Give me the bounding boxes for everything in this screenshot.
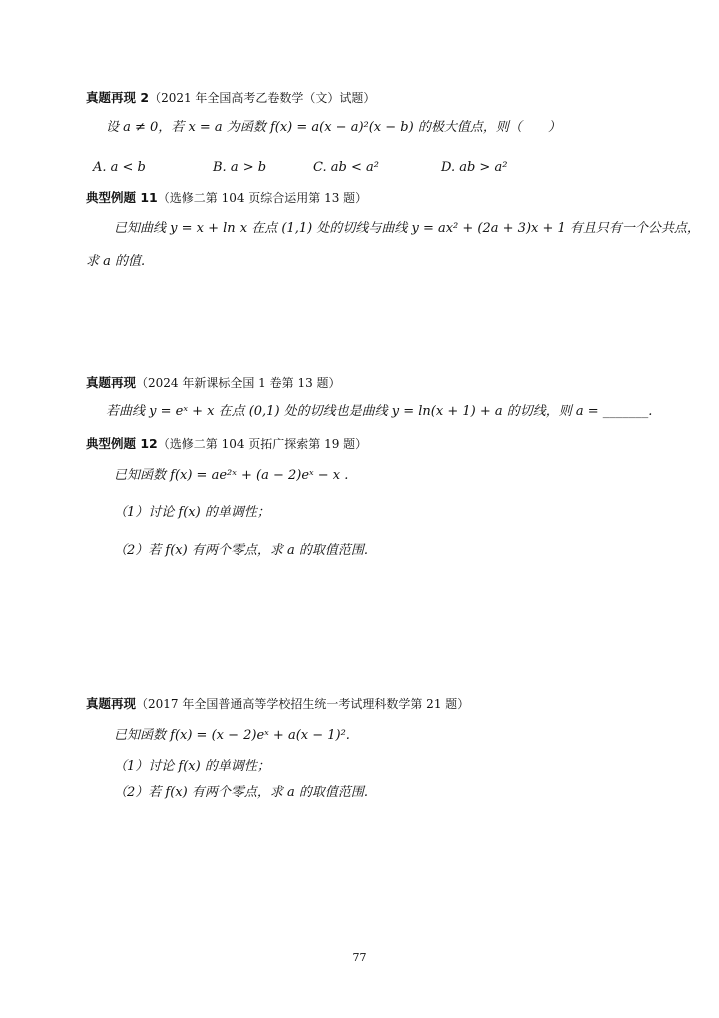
sub-question-2: （2）若 f(x) 有两个零点，求 a 的取值范围. — [114, 785, 368, 800]
heading-source: （2017 年全国普通高等学校招生统一考试理科数学第 21 题） — [136, 697, 470, 711]
sub-question-1: （1）讨论 f(x) 的单调性； — [114, 505, 270, 520]
sub-question-2: （2）若 f(x) 有两个零点，求 a 的取值范围. — [114, 543, 368, 558]
heading-real-exam — [86, 375, 341, 391]
heading-real-exam-2 — [86, 90, 375, 106]
heading-source: （选修二第 104 页综合运用第 13 题） — [157, 191, 368, 205]
problem-stem: 设 a ≠ 0，若 x = a 为函数 f(x) = a(x − a)²(x − b) 的极大值点，则（ ） — [106, 120, 561, 135]
option-d: D. ab > a² — [441, 160, 508, 175]
option-a: A. a < b — [93, 160, 146, 175]
heading-source: （2021 年全国高考乙卷数学（文）试题） — [149, 91, 376, 105]
heading-label: 真题再现 2 — [86, 90, 150, 105]
problem-stem-continued: 求 a 的值. — [86, 254, 146, 269]
heading-example-12 — [86, 436, 367, 452]
problem-stem: 已知曲线 y = x + ln x 在点 (1,1) 处的切线与曲线 y = ax² + (2a + 3)x + 1 有且只有一个公共点， — [114, 221, 700, 236]
heading-label: 真题再现 — [86, 696, 137, 711]
heading-example-11 — [86, 190, 367, 206]
page-number: 77 — [352, 951, 367, 964]
option-c: C. ab < a² — [313, 160, 379, 175]
problem-stem: 已知函数 f(x) = ae²ˣ + (a − 2)eˣ − x . — [114, 468, 349, 483]
heading-source: （2024 年新课标全国 1 卷第 13 题） — [136, 376, 341, 390]
heading-label: 典型例题 11 — [86, 190, 158, 205]
option-b: B. a > b — [213, 160, 267, 175]
heading-source: （选修二第 104 页拓广探索第 19 题） — [157, 437, 368, 451]
problem-stem: 若曲线 y = eˣ + x 在点 (0,1) 处的切线也是曲线 y = ln(x + 1) + a 的切线，则 a = _______. — [106, 404, 653, 419]
heading-label: 典型例题 12 — [86, 436, 158, 451]
heading-real-exam-2017 — [86, 696, 469, 712]
problem-stem: 已知函数 f(x) = (x − 2)eˣ + a(x − 1)². — [114, 728, 350, 743]
heading-label: 真题再现 — [86, 375, 137, 390]
sub-question-1: （1）讨论 f(x) 的单调性； — [114, 759, 270, 774]
